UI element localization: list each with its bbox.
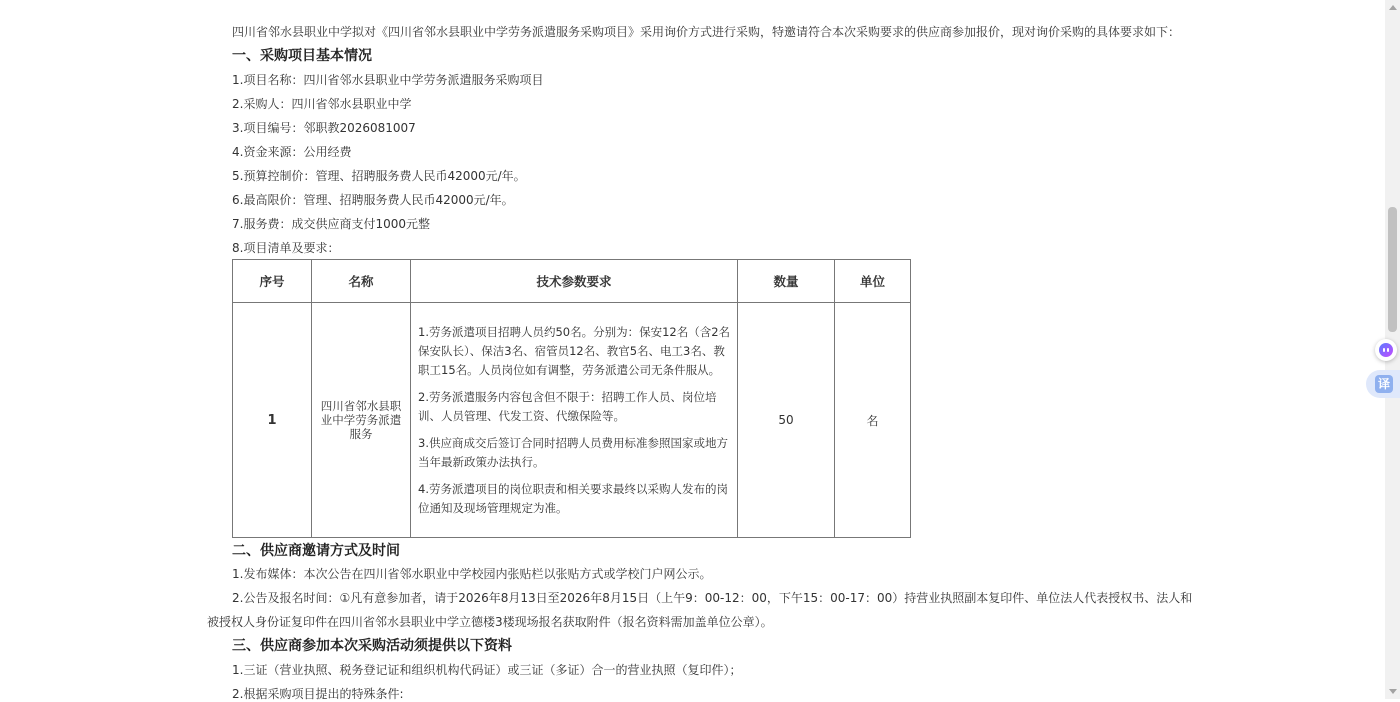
header-requirements: 技术参数要求	[411, 260, 738, 303]
budget-line: 5.预算控制价：管理、招聘服务费人民币42000元/年。	[232, 169, 526, 183]
items-table	[232, 259, 911, 538]
project-number-line: 3.项目编号：邻职教2026081007	[232, 121, 416, 135]
table-header-row	[233, 260, 911, 303]
requirement-1: 1.劳务派遣项目招聘人员约50名。分别为：保安12名（含2名保安队长）、保洁3名、宿管员12名、教官5名、电工3名、教职工15名。人员岗位如有调整，劳务派遣公司无条件服从。	[418, 324, 731, 377]
header-quantity: 数量	[738, 260, 835, 303]
requirement-4: 4.劳务派遣项目的岗位职责和相关要求最终以采购人发布的岗位通知及现场管理规定为准。	[418, 481, 728, 515]
header-name: 名称	[312, 260, 411, 303]
section-3-heading: 三、供应商参加本次采购活动须提供以下资料	[232, 638, 512, 654]
header-unit: 单位	[835, 260, 911, 303]
scroll-down-arrow-icon[interactable]	[1389, 689, 1397, 694]
requirement-2: 2.劳务派遣服务内容包含但不限于：招聘工作人员、岗位培训、人员管理、代发工资、代缴保险等。	[418, 389, 717, 423]
requirement-3: 3.供应商成交后签订合同时招聘人员费用标准参照国家或地方当年最新政策办法执行。	[418, 435, 728, 469]
ai-assistant-icon[interactable]	[1375, 339, 1397, 361]
row-quantity: 50	[738, 303, 835, 538]
special-conditions-line: 2.根据采购项目提出的特殊条件:	[232, 687, 404, 701]
scroll-up-arrow-icon[interactable]	[1389, 5, 1397, 10]
registration-time-line: 2.公告及报名时间：①凡有意参加者，请于2026年8月13日至2026年8月15日（上午9：00-12：00，下午15：00-17：00）持营业执照副本复印件、单位法人代表授权书、法人和	[232, 591, 1193, 605]
row-index: 1	[233, 303, 312, 538]
row-requirements	[411, 303, 738, 538]
purchaser-line: 2.采购人：四川省邻水县职业中学	[232, 97, 412, 111]
item-list-line: 8.项目清单及要求：	[232, 241, 340, 255]
service-fee-line: 7.服务费：成交供应商支付1000元整	[232, 217, 430, 231]
section-1-heading: 一、采购项目基本情况	[232, 48, 372, 64]
translate-icon: 译	[1375, 375, 1393, 393]
max-price-line: 6.最高限价：管理、招聘服务费人民币42000元/年。	[232, 193, 514, 207]
project-name-line: 1.项目名称：四川省邻水县职业中学劳务派遣服务采购项目	[232, 73, 544, 87]
row-unit: 名	[835, 303, 911, 538]
section-2-heading: 二、供应商邀请方式及时间	[232, 543, 400, 559]
translate-button[interactable]	[1366, 370, 1400, 398]
intro-paragraph: 四川省邻水县职业中学拟对《四川省邻水县职业中学劳务派遣服务采购项目》采用询价方式进行采购，特邀请符合本次采购要求的供应商参加报价，现对询价采购的具体要求如下：	[232, 25, 1181, 39]
publish-media-line: 1.发布媒体：本次公告在四川省邻水职业中学校园内张贴栏以张贴方式或学校门户网公示。	[232, 567, 712, 581]
row-name: 四川省邻水县职业中学劳务派遣服务	[312, 303, 411, 538]
fund-source-line: 4.资金来源：公用经费	[232, 145, 352, 159]
registration-time-line-2: 被授权人身份证复印件在四川省邻水县职业中学立德楼3楼现场报名获取附件（报名资料需加盖单位公章）。	[207, 615, 773, 629]
table-row	[233, 303, 911, 538]
scroll-thumb[interactable]	[1388, 207, 1397, 332]
header-index: 序号	[233, 260, 312, 303]
license-requirement-line: 1.三证（营业执照、税务登记证和组织机构代码证）或三证（多证）合一的营业执照（复印件）；	[232, 663, 742, 677]
